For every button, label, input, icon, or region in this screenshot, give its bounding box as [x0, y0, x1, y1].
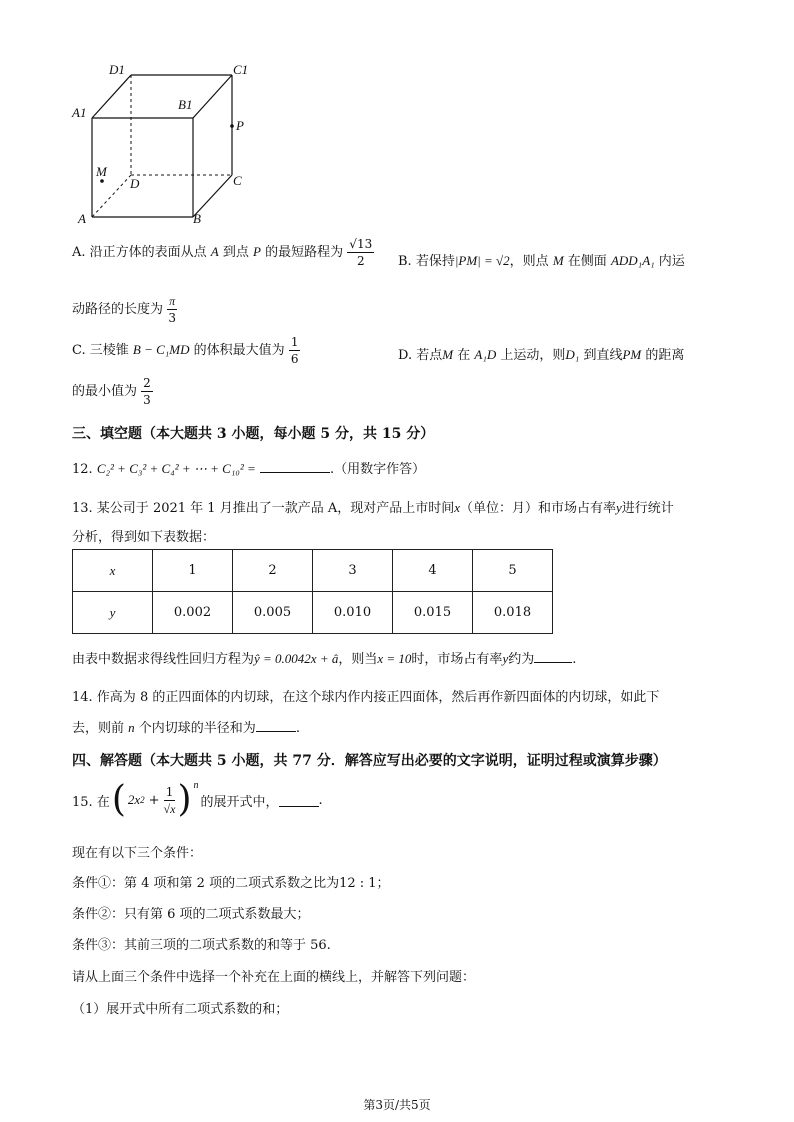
table-cell: 5: [473, 550, 553, 592]
answer-blank-14: [256, 719, 296, 732]
label-C: C: [233, 173, 242, 188]
fraction-c: $\frac{1}{6}$: [290, 335, 299, 366]
option-a: A. 沿正方体的表面从点 A 到点 P 的最短路程为 $\frac{√13}{2}$: [72, 237, 373, 268]
label-B: B: [193, 211, 201, 226]
table-cell: 0.018: [473, 592, 553, 634]
question-13-line1: 13. 某公司于 2021 年 1 月推出了一款产品 A，现对产品上市时间x（单位：月）和市场占有率y进行统计: [72, 500, 674, 516]
question-15-part-1: （1）展开式中所有二项式系数的和；: [72, 1002, 289, 1017]
label-M: M: [96, 164, 107, 179]
question-15-intro: 现在有以下三个条件：: [72, 846, 203, 861]
table-cell: 4: [393, 550, 473, 592]
fraction-15: $\frac{1}{√x}$: [163, 784, 176, 816]
table-cell: 0.015: [393, 592, 473, 634]
option-b: B. 若保持|PM| = √2，则点 M 在侧面 ADD₁A₁ 内运: [398, 253, 685, 269]
table-cell: x: [73, 550, 153, 592]
expression-paren-left: (: [111, 779, 126, 820]
condition-2: 条件②：只有第 6 项的二项式系数最大；: [72, 907, 310, 922]
fraction-a: $\frac{√13}{2}$: [349, 237, 373, 268]
label-D: D: [130, 176, 140, 191]
table-cell: 0.010: [313, 592, 393, 634]
table-row: [73, 550, 553, 592]
question-14-line1: 14. 作高为 8 的正四面体的内切球，在这个球内作内接正四面体，然后再作新四面体的内切球，如此下: [72, 690, 660, 705]
question-14-line2: 去，则前 n 个内切球的半径和为 .: [72, 720, 300, 736]
label-C1: C1: [233, 62, 249, 77]
condition-3: 条件③：其前三项的二项式系数的和等于 56.: [72, 938, 331, 953]
table-cell: 2: [233, 550, 313, 592]
answer-blank-13: [534, 650, 572, 663]
question-13-line2: 分析，得到如下表数据：: [72, 530, 216, 545]
label-A: A: [78, 211, 86, 226]
page-footer: 第3页/共5页: [363, 1098, 431, 1112]
table-row: [73, 592, 553, 634]
table-cell: 3: [313, 550, 393, 592]
label-B1: B1: [178, 97, 193, 112]
answer-blank-15: [279, 794, 319, 807]
table-cell: y: [73, 592, 153, 634]
section-4-heading: 四、解答题（本大题共 5 小题，共 77 分．解答应写出必要的文字说明，证明过程或演算步骤）: [72, 753, 667, 769]
option-b-line2: 动路径的长度为 $\frac{\pi}{3}$: [72, 294, 176, 325]
option-c: C. 三棱锥 B − C₁MD 的体积最大值为 $\frac{1}{6}$: [72, 335, 299, 366]
label-P: P: [236, 118, 244, 133]
table-cell: 1: [153, 550, 233, 592]
label-D1: D1: [109, 62, 125, 77]
fraction-b: $\frac{\pi}{3}$: [168, 294, 176, 325]
question-12: 12. C₂² + C₃² + C₄² + ⋯ + C₁₀² = .（用数字作答）: [72, 461, 426, 477]
table-cell: 0.005: [233, 592, 313, 634]
fraction-d: $\frac{2}{3}$: [143, 376, 151, 407]
question-15: 15. 在 ( 2x 2 + $\frac{1}{√x}$ ) n 的展开式中， .: [72, 779, 323, 820]
condition-1: 条件①：第 4 项和第 2 项的二项式系数之比为12 : 1；: [72, 876, 390, 891]
answer-blank-12: [260, 460, 330, 473]
table-cell: 0.002: [153, 592, 233, 634]
label-A1: A1: [72, 105, 87, 120]
section-3-heading: 三、填空题（本大题共 3 小题，每小题 5 分，共 15 分）: [72, 426, 435, 442]
option-d-line2: 的最小值为 $\frac{2}{3}$: [72, 376, 151, 407]
cube-figure: [60, 55, 260, 230]
data-table: [72, 549, 553, 634]
expression-paren-right: ): [177, 779, 192, 820]
question-13-line3: 由表中数据求得线性回归方程为ŷ = 0.0042x + â，则当x = 10时，市场占有率y约为 .: [72, 651, 577, 667]
option-d: D. 若点M 在 A₁D 上运动，则D₁ 到直线PM 的距离: [398, 347, 685, 363]
question-15-ask: 请从上面三个条件中选择一个补充在上面的横线上，并解答下列问题：: [72, 970, 476, 985]
